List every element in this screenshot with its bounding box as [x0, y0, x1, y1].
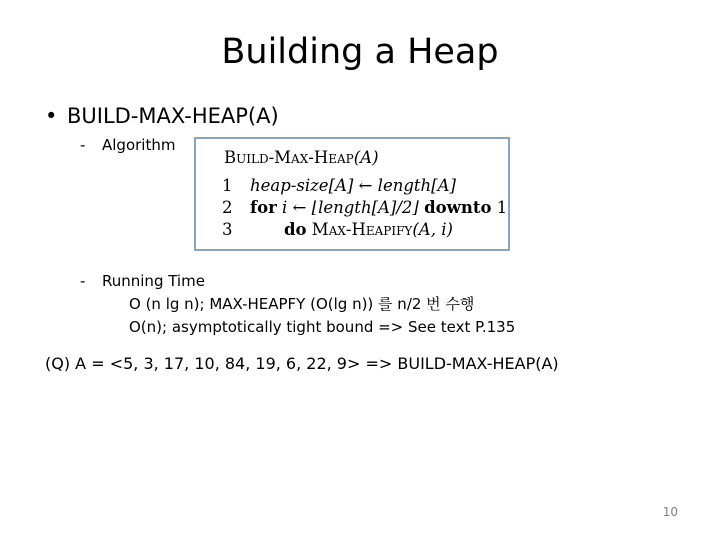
- keyword-for: for: [250, 198, 277, 217]
- bullet-dot: •: [45, 104, 58, 128]
- sub-label-running-time: Running Time: [102, 272, 205, 290]
- loop-end: 1: [496, 198, 508, 217]
- call-name: Max-Heapify: [311, 220, 413, 239]
- page-number: 10: [662, 505, 678, 519]
- algorithm-arg: (A): [353, 148, 379, 167]
- algorithm-header: [224, 147, 379, 169]
- line-number: 3: [222, 220, 233, 239]
- sub-label-algorithm: Algorithm: [102, 136, 176, 154]
- sub-dash: -: [80, 136, 86, 154]
- algorithm-line-1: [222, 175, 456, 197]
- line-number: 1: [222, 176, 233, 195]
- bullet-text: BUILD-MAX-HEAP(A): [67, 104, 279, 128]
- keyword-downto: downto: [424, 198, 492, 217]
- sub-item-running-time: [80, 271, 205, 291]
- sub-dash: -: [80, 272, 86, 290]
- sub-item-algorithm: [80, 135, 175, 155]
- running-time-detail-1: O (n lg n); MAX-HEAPFY (O(lg n)) 를 n/2 번 수행: [129, 295, 475, 313]
- algorithm-name: Build-Max-Heap: [224, 148, 354, 167]
- running-time-detail-2: O(n); asymptotically tight bound => See text P.135: [129, 318, 516, 336]
- algorithm-line-2: [222, 197, 507, 219]
- keyword-do: do: [284, 220, 307, 239]
- slide-title: Building a Heap: [221, 32, 499, 72]
- line-number: 2: [222, 198, 233, 217]
- algorithm-line-3: [222, 219, 453, 241]
- line-text: heap-size[A] ← length[A]: [250, 176, 456, 195]
- algorithm-box: [194, 137, 510, 251]
- question-text: (Q) A = <5, 3, 17, 10, 84, 19, 6, 22, 9> => BUILD-MAX-HEAP(A): [45, 354, 559, 373]
- call-args: (A, i): [412, 220, 453, 239]
- bullet-build-max-heap: [45, 102, 279, 130]
- for-body: i ← ⌊length[A]/2⌋: [282, 198, 419, 217]
